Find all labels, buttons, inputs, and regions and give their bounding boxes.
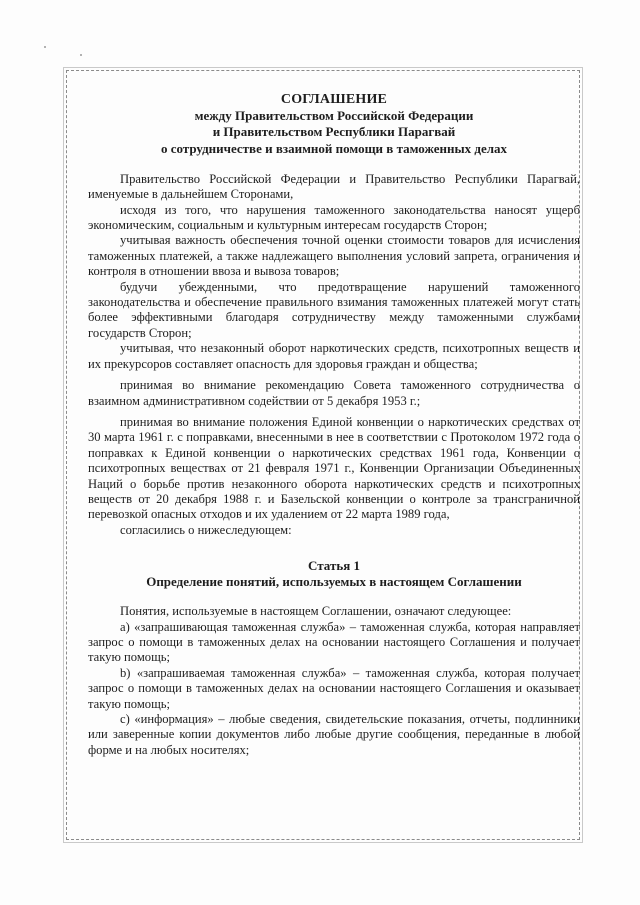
title-parties-line1: между Правительством Российской Федерации	[194, 108, 474, 124]
article-heading: Определение понятий, используемых в настоящем Соглашении	[146, 574, 522, 590]
preamble-paragraph: принимая во внимание положения Единой конвенции о наркотических средствах от 30 марта 1961 г. с поправками, внесенными в нее в соответствии с Протоколом 1972 года о поправках к Единой конвенции о наркотических средствах 1961 года, Конвенции о психотропных веществах от 21 февраля 1971 г., Конвенции Организации Объединенных Наций о борьбе против незаконного оборота наркотических средств и психотропных веществ от 20 декабря 1988 г. и Базельской конвенции о контроле за трансграничной перевозкой опасных отходов и их удалением от 22 марта 1989 года,	[88, 414, 580, 522]
definition-item: а) «запрашивающая таможенная служба» – таможенная служба, которая направляет запрос о помощи в таможенных делах на основании настоящего Соглашения и получает такую помощь;	[88, 619, 580, 665]
definition-item: b) «запрашиваемая таможенная служба» – таможенная служба, которая получает запрос о помощи в таможенных делах на основании настоящего Соглашения и оказывает такую помощь;	[88, 665, 580, 711]
article-number: Статья 1	[308, 558, 360, 574]
definition-item: c) «информация» – любые сведения, свидетельские показания, отчеты, подлинники или заверенные копии документов либо любые другие сообщения, переданные в любой форме и на любых носителях;	[88, 712, 580, 757]
title-subject: о сотрудничестве и взаимной помощи в таможенных делах	[160, 140, 508, 156]
preamble-paragraph: учитывая, что незаконный оборот наркотических средств, психотропных веществ и их прекурсоров составляет опасность для здоровья граждан и общества;	[88, 341, 580, 371]
document-title	[88, 92, 580, 157]
scan-speck	[80, 54, 82, 56]
spacer	[88, 157, 580, 172]
preamble-paragraph: принимая во внимание рекомендацию Совета таможенного сотрудничества о взаимном административном содействии от 5 декабря 1953 г.;	[88, 378, 580, 408]
preamble-paragraph: учитывая важность обеспечения точной оценки стоимости товаров для исчисления таможенных платежей, а также надлежащего выполнения условий запрета, ограничения и контроля в отношении ввоза и вывоза товаров;	[88, 233, 580, 279]
preamble-paragraph: исходя из того, что нарушения таможенного законодательства наносят ущерб экономическим, социальным и культурным интересам государств Сторон;	[88, 202, 580, 233]
preamble-paragraph: Правительство Российской Федерации и Правительство Республики Парагвай, именуемые в дальнейшем Сторонами,	[88, 171, 580, 202]
preamble-paragraph: будучи убежденными, что предотвращение нарушений таможенного законодательства и обеспечение правильного взимания таможенных платежей могут стать более эффективными благодаря сотрудничеству между таможенными службами государств Сторон;	[88, 279, 580, 340]
title-agreement: СОГЛАШЕНИЕ	[280, 92, 388, 107]
scan-speck	[44, 46, 46, 48]
preamble-closing: согласились о нижеследующем:	[120, 522, 292, 537]
article-intro: Понятия, используемые в настоящем Соглашении, означают следующее:	[120, 604, 512, 619]
title-parties-line2: и Правительством Республики Парагвай	[212, 124, 456, 140]
document-body	[88, 92, 580, 758]
